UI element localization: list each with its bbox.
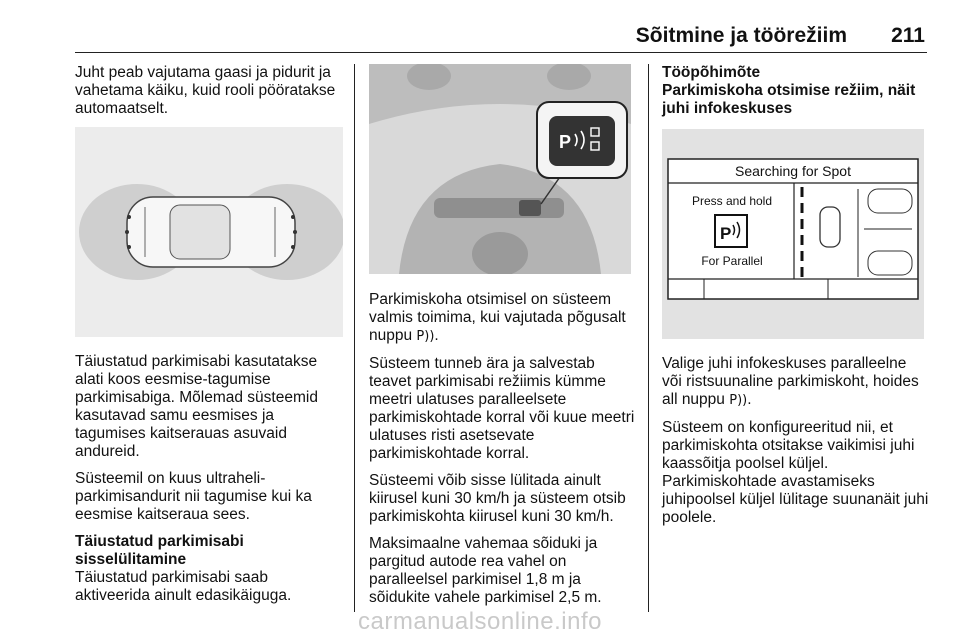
display-title: Searching for Spot xyxy=(735,163,851,179)
page-number: 211 xyxy=(891,24,925,47)
park-assist-button-label: P xyxy=(559,132,572,152)
center-console-figure xyxy=(369,64,631,274)
paragraph-2: Süsteemil on kuus ultraheli-parkimisandurit nii tagumise kui ka eesmise kaitseraua sees. xyxy=(75,470,312,523)
paragraph-1-text: Valige juhi infokeskuses paralleelne või ristsuunaline parkimiskoht, hoides all nuppu xyxy=(662,355,919,408)
driver-info-display-figure xyxy=(662,129,924,339)
heading-operation: Tööpõhimõte xyxy=(662,64,761,81)
sensor-coverage-figure xyxy=(75,127,343,337)
console-button-illustration xyxy=(369,64,631,274)
column-divider-1 xyxy=(354,64,355,612)
paragraph-2: Süsteem on konfigureeritud nii, et parkimiskohta otsitakse vaikimisi juhi kaassõitja poolsel küljel. Parkimiskohtade avastamiseks juhipoolsel küljel lülitage suunanäit juhi poolele. xyxy=(662,419,929,526)
page-title: Sõitmine ja töörežiim xyxy=(635,24,847,47)
paragraph-1: Parkimiskoha otsimisel on süsteem valmis toimima, kui vajutada põgusalt nuppu P)). xyxy=(369,291,626,344)
column-divider-2 xyxy=(648,64,649,612)
heading-search-mode: Parkimiskoha otsimise režiim, näit juhi infokeskuses xyxy=(662,82,916,117)
paragraph-1: Valige juhi infokeskuses paralleelne või ristsuunaline parkimiskoht, hoides all nuppu P)). xyxy=(662,355,919,408)
paragraph-3: Täiustatud parkimisabi saab aktiveerida ainult edasikäiguga. xyxy=(75,569,292,604)
park-assist-icon: P)) xyxy=(416,329,435,344)
display-for-parallel: For Parallel xyxy=(701,254,763,268)
column-1 xyxy=(75,64,343,614)
park-assist-icon: P)) xyxy=(729,393,748,408)
paragraph-1: Täiustatud parkimisabi kasutatakse alati koos eesmise-tagumise parkimisabiga. Mõlemad süsteemid kasutavad samu eesmises ja tagumises kaitserauas asuvaid andureid. xyxy=(75,353,318,460)
paragraph-2: Süsteem tunneb ära ja salvestab teavet parkimisabi režiimis kümme meetri ulatuses paralleelsete parkimiskohtade korral või kuue meetri ulatuses risti asetsevate parkimiskohtade korral. xyxy=(369,355,635,462)
column-3 xyxy=(662,64,930,536)
searching-display-illustration xyxy=(662,129,924,339)
display-park-button: P xyxy=(720,224,732,243)
display-press-hold: Press and hold xyxy=(691,194,773,208)
intro-paragraph: Juht peab vajutama gaasi ja pidurit ja vahetama käiku, kuid rooli pööratakse automaatselt. xyxy=(75,64,336,117)
paragraph-1-text: Parkimiskoha otsimisel on süsteem valmis toimima, kui vajutada põgusalt nuppu xyxy=(369,291,626,344)
section-heading: Täiustatud parkimisabi sisselülitamine xyxy=(75,533,244,568)
page-header xyxy=(75,22,927,53)
watermark: carmanualsonline.info xyxy=(358,608,602,635)
car-sensor-illustration xyxy=(75,127,343,337)
paragraph-3: Süsteemi võib sisse lülitada ainult kiirusel kuni 30 km/h ja süsteem otsib parkimiskohta kiirusel kuni 30 km/h. xyxy=(369,472,626,525)
paragraph-4: Maksimaalne vahemaa sõiduki ja pargitud autode rea vahel on paralleelsel parkimisel 1,8 m ja sõidukite vahele parkimisel 2,5 m. xyxy=(369,535,602,606)
column-2 xyxy=(369,64,637,616)
